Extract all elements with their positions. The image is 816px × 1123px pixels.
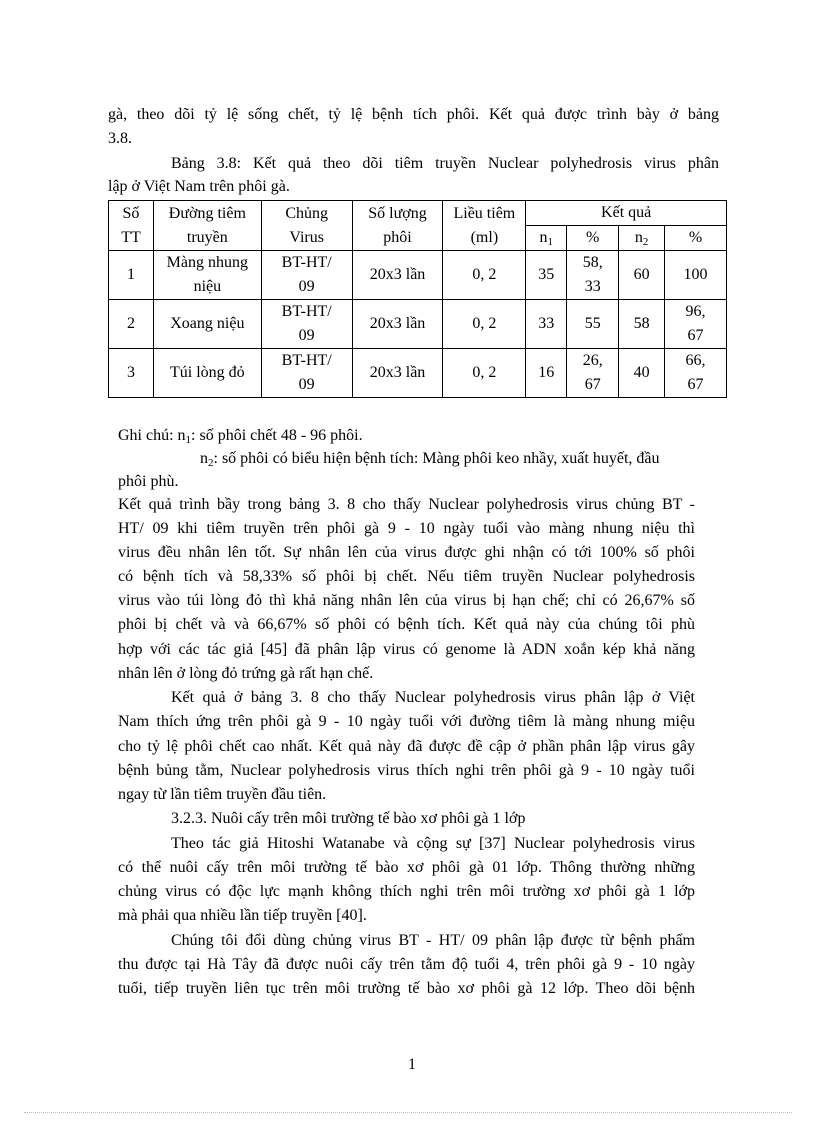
cell-count: 20x3 lần [352, 251, 443, 300]
table-row [109, 251, 727, 300]
header-stt: Số TT [109, 201, 154, 251]
header-result: Kết quả [526, 201, 727, 226]
table-row [109, 349, 727, 398]
note-line: phôi phù. [118, 473, 179, 490]
text-line: hợp với các tác giả [45] đã phân lập virus có genome là ADN xoắn kép khả năng [118, 641, 695, 658]
header-strain: Chủng Virus [261, 201, 352, 251]
cell-strain: BT-HT/ 09 [261, 300, 352, 349]
text-line: HT/ 09 khi tiêm truyền trên phôi gà 9 - 10 ngày tuổi vào màng nhung niệu thì [118, 520, 695, 537]
cell-route: Túi lòng đỏ [153, 349, 261, 398]
text-line: có bệnh tích và 58,33% số phôi bị chết. Nếu tiêm truyền Nuclear polyhedrosis [118, 568, 695, 585]
text-line: bệnh bủng tằm, Nuclear polyhedrosis virus thích nghi trên phôi gà 9 - 10 ngày tuổi [118, 762, 695, 779]
cell-strain: BT-HT/ 09 [261, 251, 352, 300]
text-line: Nam thích ứng trên phôi gà 9 - 10 ngày tuổi với đường tiêm là màng nhung miệu [118, 713, 695, 730]
text-line: Chúng tôi đổi dùng chủng virus BT - HT/ 09 phân lập được từ bệnh phẩm [171, 932, 695, 949]
results-table [108, 200, 727, 398]
table-header-row [109, 201, 727, 226]
text-line: cho tỷ lệ phôi chết cao nhất. Kết quả này đã được đề cập ở phần phân lập virus gây [118, 738, 695, 755]
cell-route: Xoang niệu [153, 300, 261, 349]
text-line: ngay từ lần tiêm truyền đầu tiên. [118, 786, 327, 803]
cell-stt: 1 [109, 251, 154, 300]
text-line: thu được tại Hà Tây đã được nuôi cấy trên tằm độ tuổi 4, trên phôi gà 9 - 10 ngày [118, 956, 695, 973]
cell-n2: 58 [619, 300, 665, 349]
text-line: 3.8. [108, 130, 132, 147]
header-count: Số lượng phôi [352, 201, 443, 251]
note-line: Ghi chú: $n_1$: số phôi chết 48 - 96 phôi. [118, 427, 363, 446]
text-line: phôi bị chết và và 66,67% số phôi có bệnh tích. Kết quả này của chúng tôi phù [118, 616, 695, 633]
cell-n1: 16 [526, 349, 567, 398]
cell-route: Màng nhung niệu [153, 251, 261, 300]
header-pct1: % [567, 226, 619, 251]
text-line: Theo tác giả Hitoshi Watanabe và cộng sự [37] Nuclear polyhedrosis virus [171, 835, 695, 852]
cell-n2: 40 [619, 349, 665, 398]
text-line: nhân lên ở lòng đỏ trứng gà rất hạn chế. [118, 665, 374, 682]
header-dose: Liều tiêm (ml) [443, 201, 526, 251]
cell-stt: 2 [109, 300, 154, 349]
text-line: Kết quả trình bầy trong bảng 3. 8 cho thấy Nuclear polyhedrosis virus chủng BT - [118, 496, 695, 513]
cell-dose: 0, 2 [443, 300, 526, 349]
cell-n2: 60 [619, 251, 665, 300]
note-line: $n_2$: số phôi có biểu hiện bệnh tích: Màng phôi keo nhầy, xuất huyết, đầu [200, 450, 660, 469]
table-caption: lập ở Việt Nam trên phôi gà. [108, 178, 290, 195]
cell-pct1: 58, 33 [567, 251, 619, 300]
cell-n1: 33 [526, 300, 567, 349]
table-row [109, 300, 727, 349]
cell-strain: BT-HT/ 09 [261, 349, 352, 398]
page-bottom-divider [24, 1112, 792, 1113]
text-line: Kết quả ở bảng 3. 8 cho thấy Nuclear polyhedrosis virus phân lập ở Việt [171, 689, 695, 706]
cell-pct2: 66, 67 [665, 349, 727, 398]
header-n2: $n_2$ [619, 226, 665, 251]
text-line: gà, theo dõi tỷ lệ sống chết, tỷ lệ bệnh tích phôi. Kết quả được trình bày ở bảng [108, 106, 719, 123]
header-n1: $n_1$ [526, 226, 567, 251]
text-line: chủng virus có độc lực mạnh không thích nghi trên môi trường xơ phôi gà 1 lớp [118, 883, 695, 900]
text-line: virus đều nhân lên tốt. Sự nhân lên của virus được ghi nhận có tới 100% số phôi [118, 544, 695, 561]
text-line: mà phải qua nhiều lần tiếp truyền [40]. [118, 907, 367, 924]
cell-pct1: 26, 67 [567, 349, 619, 398]
text-line: tuổi, tiếp truyền liên tục trên môi trường tế bào xơ phôi gà 12 lớp. Theo dõi bệnh [118, 980, 695, 997]
page-number: 1 [408, 1056, 416, 1073]
header-pct2: % [665, 226, 727, 251]
text-line: virus vào túi lòng đỏ thì khả năng nhân lên của virus bị hạn chế; chỉ có 26,67% số [118, 592, 695, 609]
cell-count: 20x3 lần [352, 300, 443, 349]
text-line: có thể nuôi cấy trên môi trường tế bào xơ phôi gà 01 lớp. Thông thường những [118, 859, 695, 876]
cell-pct1: 55 [567, 300, 619, 349]
cell-dose: 0, 2 [443, 349, 526, 398]
table-caption: Bảng 3.8: Kết quả theo dõi tiêm truyền Nuclear polyhedrosis virus phân [171, 155, 719, 172]
cell-dose: 0, 2 [443, 251, 526, 300]
cell-pct2: 96, 67 [665, 300, 727, 349]
header-route: Đường tiêm truyền [153, 201, 261, 251]
cell-count: 20x3 lần [352, 349, 443, 398]
section-heading: 3.2.3. Nuôi cấy trên môi trường tế bào xơ phôi gà 1 lớp [171, 810, 526, 827]
cell-stt: 3 [109, 349, 154, 398]
cell-pct2: 100 [665, 251, 727, 300]
cell-n1: 35 [526, 251, 567, 300]
